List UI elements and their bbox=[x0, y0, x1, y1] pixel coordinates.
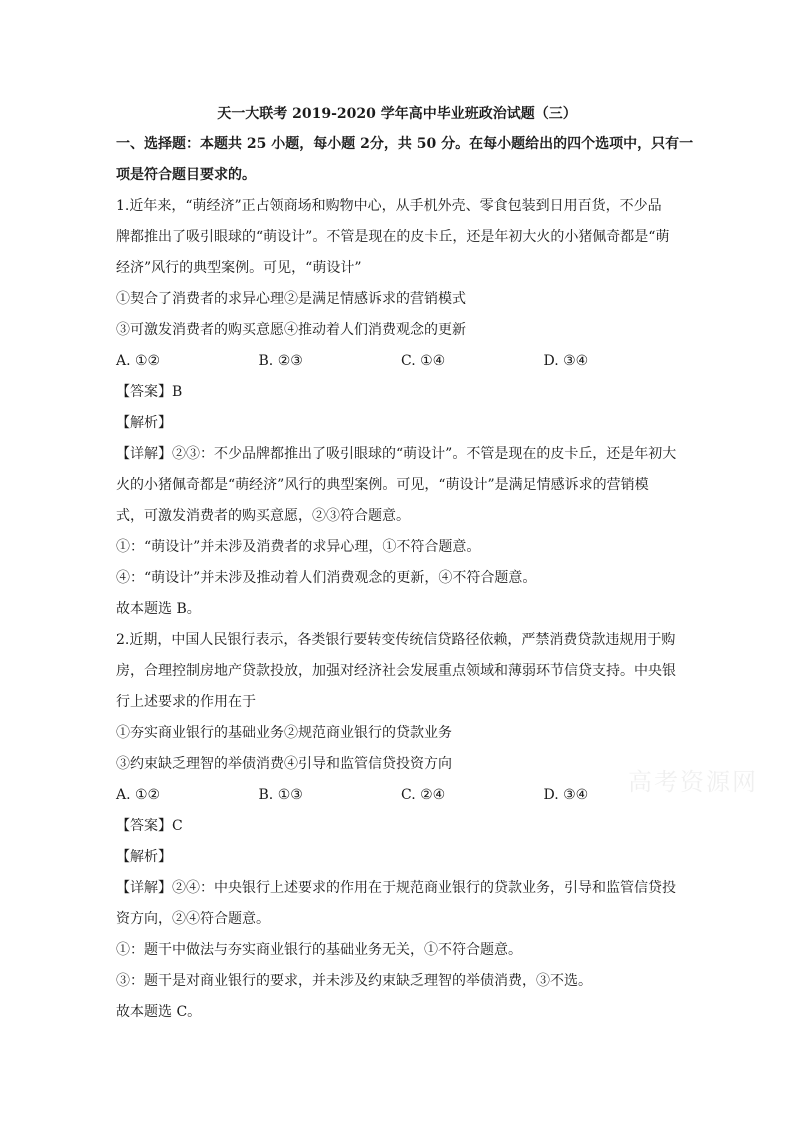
q1-stem-line-1: 1.近年来，“萌经济”正占领商场和购物中心，从手机外壳、零食包装到日用百货，不少品 bbox=[116, 198, 662, 214]
q1-option-d: D. ③④ bbox=[543, 353, 589, 369]
q1-option-a: A. ①② bbox=[116, 353, 161, 369]
q1-explanation-line-1: 【详解】②③：不少品牌都推出了吸引眼球的“萌设计”。不管是现在的皮卡丘，还是年初大 bbox=[116, 446, 677, 462]
q1-answer: 【答案】B bbox=[116, 384, 183, 400]
section-heading-line-2: 项是符合题目要求的。 bbox=[116, 167, 256, 183]
q2-answer: 【答案】C bbox=[116, 818, 183, 834]
q2-stem-line-3: 行上述要求的作用在于 bbox=[116, 694, 256, 710]
q1-option-c: C. ①④ bbox=[401, 353, 446, 369]
q2-explanation-line-1: 【详解】②④：中央银行上述要求的作用在于规范商业银行的贷款业务，引导和监管信贷投 bbox=[116, 880, 676, 896]
q2-options bbox=[116, 785, 686, 805]
q2-option-c: C. ②④ bbox=[401, 787, 446, 803]
q1-statement-1: ①契合了消费者的求异心理②是满足情感诉求的营销模式 bbox=[116, 291, 466, 307]
q2-analysis-label: 【解析】 bbox=[116, 849, 172, 865]
q2-stem-line-2: 房，合理控制房地产贷款投放，加强对经济社会发展重点领域和薄弱环节信贷支持。中央银 bbox=[116, 663, 676, 679]
q2-explanation-line-2: 资方向，②④符合题意。 bbox=[116, 911, 270, 927]
page-title: 天一大联考 2019-2020 学年高中毕业班政治试题（三） bbox=[217, 106, 577, 122]
q1-analysis-label: 【解析】 bbox=[116, 415, 172, 431]
section-heading-line-1: 一、选择题：本题共 25 小题，每小题 2分，共 50 分。在每小题给出的四个选项中，只有一 bbox=[116, 136, 694, 152]
q2-option-a: A. ①② bbox=[116, 787, 161, 803]
q2-explanation-line-5: 故本题选 C。 bbox=[116, 1004, 202, 1020]
q2-option-b: B. ①③ bbox=[258, 787, 303, 803]
q1-options bbox=[116, 351, 686, 371]
q1-explanation-line-2: 火的小猪佩奇都是“萌经济”风行的典型案例。可见，“萌设计”是满足情感诉求的营销模 bbox=[116, 477, 649, 493]
q1-explanation-line-5: ④：“萌设计”并未涉及推动着人们消费观念的更新，④不符合题意。 bbox=[116, 570, 537, 586]
q1-stem-line-2: 牌都推出了吸引眼球的“萌设计”。不管是现在的皮卡丘，还是年初大火的小猪佩奇都是“萌 bbox=[116, 229, 670, 245]
q1-explanation-line-3: 式，可激发消费者的购买意愿，②③符合题意。 bbox=[116, 508, 410, 524]
q1-statement-2: ③可激发消费者的购买意愿④推动着人们消费观念的更新 bbox=[116, 322, 466, 338]
q2-explanation-line-3: ①：题干中做法与夯实商业银行的基础业务无关，①不符合题意。 bbox=[116, 942, 522, 958]
watermark: 高考资源网 bbox=[628, 768, 758, 796]
q2-statement-2: ③约束缺乏理智的举债消费④引导和监管信贷投资方向 bbox=[116, 756, 452, 772]
q1-stem-line-3: 经济”风行的典型案例。可见，“萌设计” bbox=[116, 260, 362, 276]
q1-explanation-line-4: ①：“萌设计”并未涉及消费者的求异心理，①不符合题意。 bbox=[116, 539, 481, 555]
q1-option-b: B. ②③ bbox=[258, 353, 303, 369]
q2-explanation-line-4: ③：题干是对商业银行的要求，并未涉及约束缺乏理智的举债消费，③不选。 bbox=[116, 973, 592, 989]
q2-stem-line-1: 2.近期，中国人民银行表示，各类银行要转变传统信贷路径依赖，严禁消费贷款违规用于购 bbox=[116, 632, 676, 648]
q2-statement-1: ①夯实商业银行的基础业务②规范商业银行的贷款业务 bbox=[116, 725, 452, 741]
q1-explanation-line-6: 故本题选 B。 bbox=[116, 601, 201, 617]
q2-option-d: D. ③④ bbox=[543, 787, 589, 803]
